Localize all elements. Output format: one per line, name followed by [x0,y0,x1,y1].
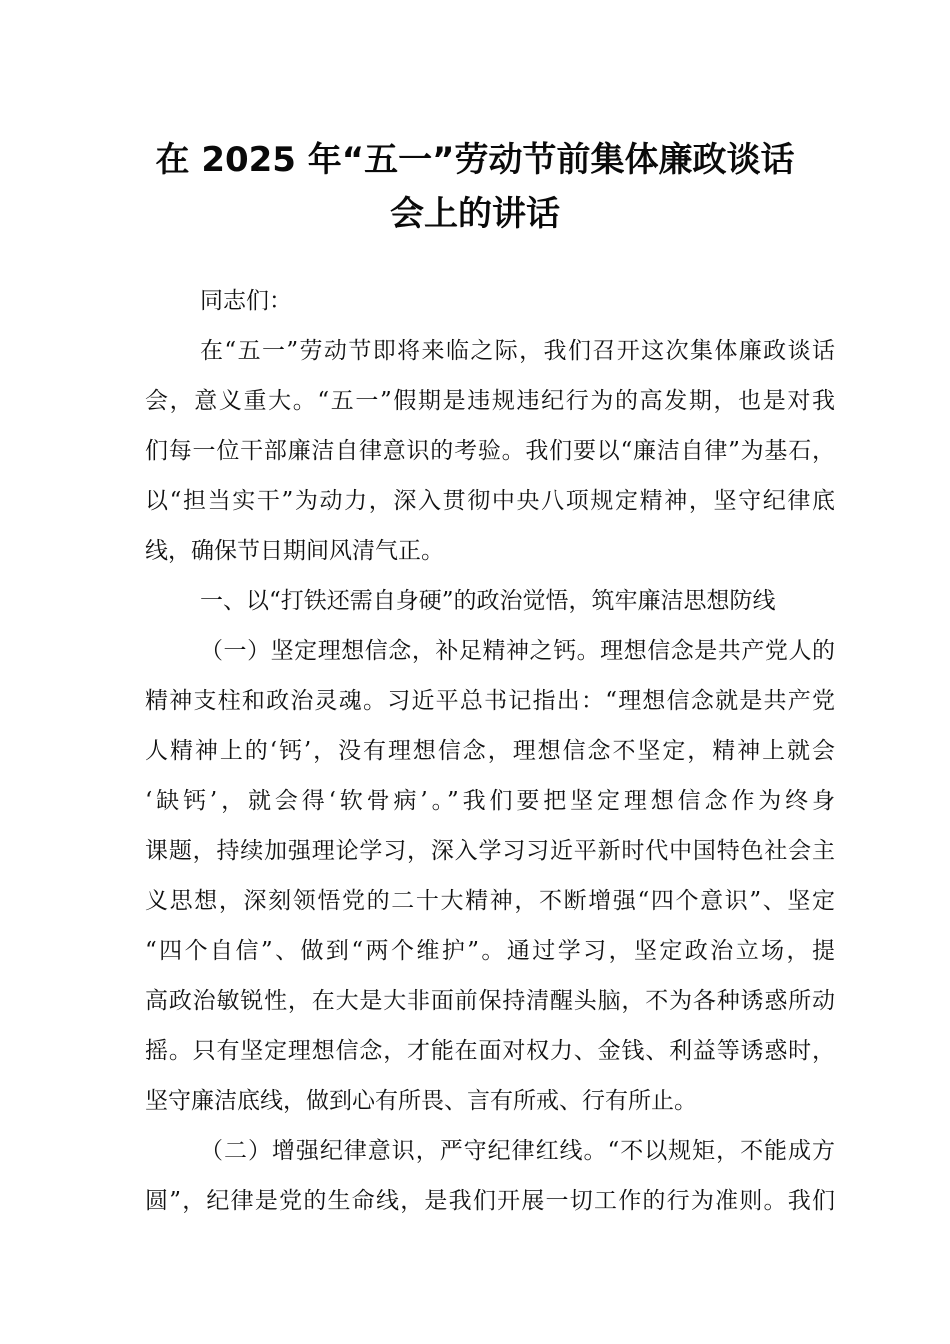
paragraph-line: 课题，持续加强理论学习，深入学习习近平新时代中国特色社会主 [145,838,835,864]
document-title-line2: 会上的讲话 [390,194,560,234]
paragraph-line: （二）增强纪律意识，严守纪律红线。“不以规矩，不能成方 [200,1138,835,1164]
paragraph-line: 义思想，深刻领悟党的二十大精神，不断增强“四个意识”、坚定 [145,888,835,914]
salutation: 同志们： [200,288,292,314]
section-heading: 一、以“打铁还需自身硬”的政治觉悟，筑牢廉洁思想防线 [200,588,776,614]
paragraph-line: 高政治敏锐性，在大是大非面前保持清醒头脑，不为各种诱惑所动 [145,988,835,1014]
paragraph-line: 摇。只有坚定理想信念，才能在面对权力、金钱、利益等诱惑时， [145,1038,835,1064]
paragraph-line: 精神支柱和政治灵魂。习近平总书记指出：“理想信念就是共产党 [145,688,835,714]
paragraph-line: 们每一位干部廉洁自律意识的考验。我们要以“廉洁自律”为基石， [145,438,835,464]
document-title-line1: 在 2025 年“五一”劳动节前集体廉政谈话 [155,140,795,180]
paragraph-line: 在“五一”劳动节即将来临之际，我们召开这次集体廉政谈话 [200,338,835,364]
paragraph-line: 线，确保节日期间风清气正。 [145,538,444,564]
paragraph-line: 人精神上的‘钙’，没有理想信念，理想信念不坚定，精神上就会 [145,738,835,764]
paragraph-line: （一）坚定理想信念，补足精神之钙。理想信念是共产党人的 [200,638,835,664]
paragraph-line: 以“担当实干”为动力，深入贯彻中央八项规定精神，坚守纪律底 [145,488,835,514]
paragraph-line: ‘缺钙’，就会得‘软骨病’。”我们要把坚定理想信念作为终身 [145,788,835,814]
paragraph-line: 圆”，纪律是党的生命线，是我们开展一切工作的行为准则。我们 [145,1188,835,1214]
paragraph-line: 坚守廉洁底线，做到心有所畏、言有所戒、行有所止。 [145,1088,697,1114]
paragraph-line: “四个自信”、做到“两个维护”。通过学习，坚定政治立场，提 [145,938,835,964]
paragraph-line: 会，意义重大。“五一”假期是违规违纪行为的高发期，也是对我 [145,388,835,414]
